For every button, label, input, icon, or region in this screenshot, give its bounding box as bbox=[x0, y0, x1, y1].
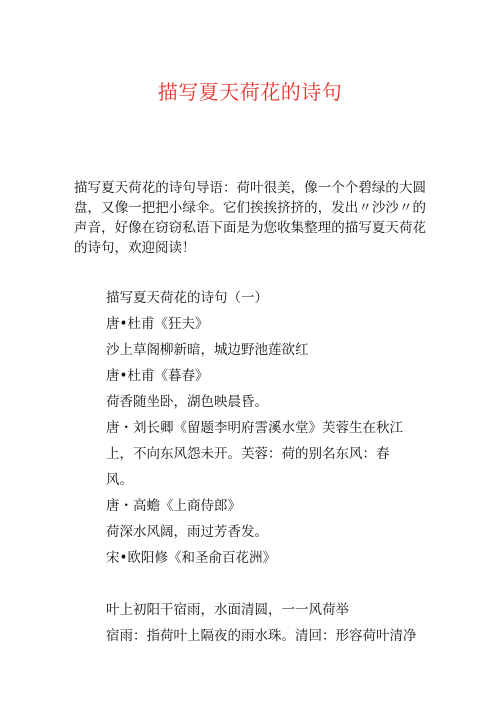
section-heading: 描写夏天荷花的诗句（一） bbox=[106, 290, 268, 306]
poem-annotation: 宿雨：指荷叶上隔夜的雨水珠。清回：形容荷叶清净 bbox=[106, 628, 417, 644]
document-title: 描写夏天荷花的诗句 bbox=[157, 80, 343, 104]
poem-source: 唐•杜甫《暮春》 bbox=[106, 368, 209, 384]
intro-paragraph: 描写夏天荷花的诗句导语：荷叶很美，像一个个碧绿的大圆盘，又像一把把小绿伞。它们挨挨挤挤的，发出〃沙沙〃的声音，好像在窃窃私语下面是为您收集整理的描写夏天荷花的诗句，欢迎阅读！ bbox=[74, 180, 426, 256]
poem-verse-note: 上，不向东风怨未开。芙蓉：荷的别名东风：春 bbox=[106, 446, 390, 462]
poem-source: 唐•杜甫《狂夫》 bbox=[106, 316, 209, 332]
poem-source: 唐・高蟾《上商侍郎》 bbox=[106, 498, 241, 514]
poem-verse: 荷深水风阔，雨过芳香发。 bbox=[106, 524, 268, 540]
poem-section bbox=[106, 285, 428, 649]
poem-verse-note: 风。 bbox=[106, 472, 133, 488]
poem-verse: 沙上草阁柳新暗，城边野池莲欲红 bbox=[106, 342, 309, 358]
poem-verse: 荷香随坐卧，湖色映晨昏。 bbox=[106, 394, 268, 410]
poem-source: 宋•欧阳修《和圣俞百花洲》 bbox=[106, 550, 276, 566]
poem-verse: 叶上初阳干宿雨，水面清圆，一一风荷举 bbox=[106, 602, 349, 618]
poem-source-verse: 唐・刘长卿《留题李明府霅溪水堂》芙蓉生在秋江 bbox=[106, 420, 403, 436]
